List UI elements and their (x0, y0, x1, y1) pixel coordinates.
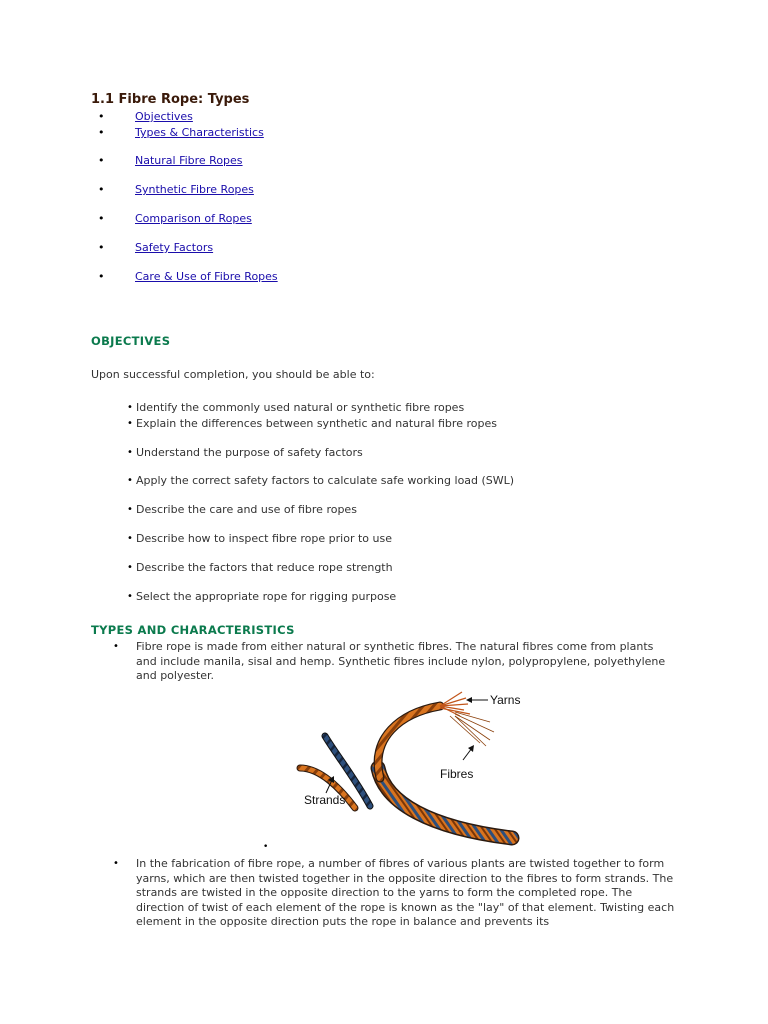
label-yarns: Yarns (490, 693, 521, 707)
objective-text: Describe the factors that reduce rope strength (136, 561, 393, 574)
paragraph-text: In the fabrication of fibre rope, a number of fibres of various plants are twisted together to form yarns, which are then twisted together in the opposite direction to the fibres to form strands. The strands are twisted in the opposite direction to the yarns to form the completed rope. The direction of twist of each element of the rope is known as the "lay" of that element. Twisting each element in the opposite direction puts the rope in balance and prevents its (136, 857, 675, 929)
bullet-icon: • (113, 641, 119, 652)
types-paragraph-1 (91, 640, 691, 685)
objective-text: Select the appropriate rope for rigging purpose (136, 590, 397, 603)
types-paragraph-2 (91, 857, 691, 932)
toc-link-safety-factors[interactable]: Safety Factors (135, 241, 214, 254)
paragraph-text: Fibre rope is made from either natural or synthetic fibres. The natural fibres come from plants and include manila, sisal and hemp. Synthetic fibres include nylon, polypropylene, polyethylene and polyester. (136, 640, 666, 683)
toc-link-care-use[interactable]: Care & Use of Fibre Ropes (135, 270, 278, 283)
toc-link-comparison-of-ropes[interactable]: Comparison of Ropes (135, 212, 252, 225)
objective-text: Apply the correct safety factors to calculate safe working load (SWL) (136, 474, 515, 487)
bullet-icon: • (127, 591, 133, 602)
bullet-icon: • (127, 504, 133, 515)
objective-text: Describe how to inspect fibre rope prior to use (136, 532, 392, 545)
bullet-icon: • (127, 402, 133, 413)
toc-link-objectives[interactable]: Objectives (135, 110, 193, 123)
objective-text: Understand the purpose of safety factors (136, 446, 363, 459)
objective-text: Explain the differences between synthetic and natural fibre ropes (136, 417, 497, 430)
bullet-icon: • (98, 270, 105, 283)
bullet-icon: • (98, 241, 105, 254)
bullet-icon: • (263, 842, 269, 852)
bullet-icon: • (98, 183, 105, 196)
toc-link-types-characteristics[interactable]: Types & Characteristics (135, 126, 264, 139)
toc-link-synthetic-fibre-ropes[interactable]: Synthetic Fibre Ropes (135, 183, 254, 196)
bullet-icon: • (113, 858, 119, 869)
bullet-icon: • (98, 212, 105, 225)
types-heading: TYPES AND CHARACTERISTICS (91, 623, 295, 637)
objective-text: Identify the commonly used natural or synthetic fibre ropes (136, 401, 465, 414)
label-fibres: Fibres (440, 767, 474, 781)
label-strands: Strands (304, 793, 346, 807)
objective-text: Describe the care and use of fibre ropes (136, 503, 357, 516)
bullet-icon: • (127, 418, 133, 429)
bullet-icon: • (98, 154, 105, 167)
bullet-icon: • (127, 447, 133, 458)
rope-diagram (290, 688, 530, 858)
objectives-heading: OBJECTIVES (91, 334, 171, 348)
toc-link-natural-fibre-ropes[interactable]: Natural Fibre Ropes (135, 154, 243, 167)
bullet-icon: • (98, 126, 105, 139)
page-title: 1.1 Fibre Rope: Types (91, 92, 250, 107)
bullet-icon: • (127, 533, 133, 544)
bullet-icon: • (127, 475, 133, 486)
bullet-icon: • (127, 562, 133, 573)
bullet-icon: • (98, 110, 105, 123)
rope-illustration (290, 688, 530, 858)
objectives-intro: Upon successful completion, you should be able to: (91, 368, 375, 381)
